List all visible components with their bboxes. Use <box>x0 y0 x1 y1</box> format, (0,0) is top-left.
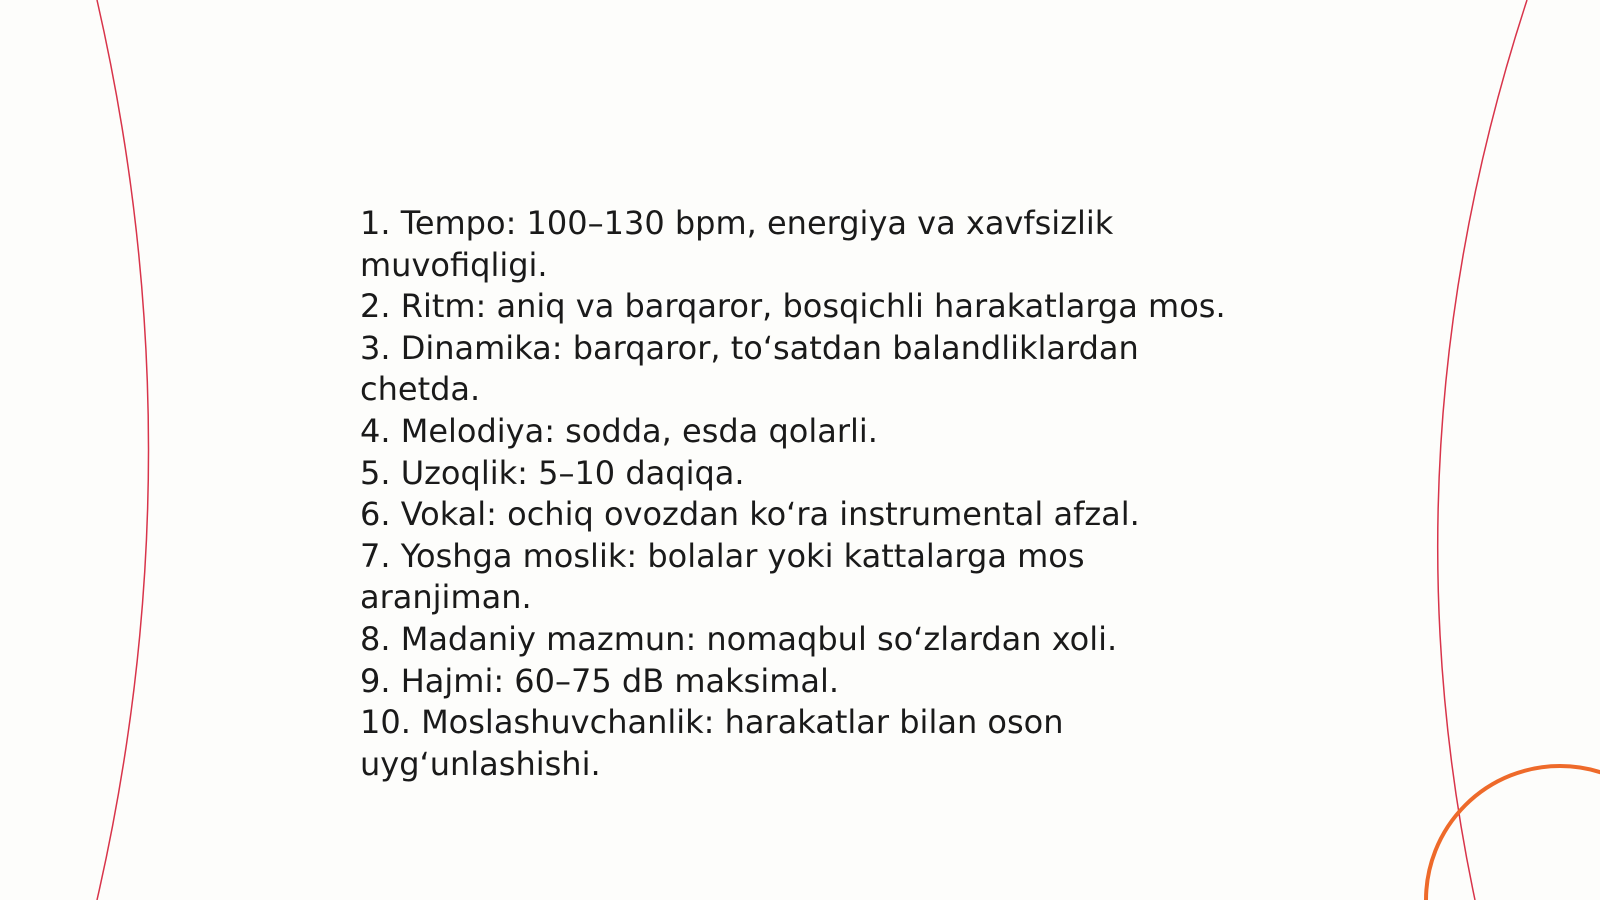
list-item-5: 5. Uzoqlik: 5–10 daqiqa. <box>360 453 745 492</box>
list-item-3: 3. Dinamika: barqaror, to‘satdan balandliklardan chetda. <box>360 328 1139 409</box>
right-arc-line <box>1438 0 1527 900</box>
list-item-8: 8. Madaniy mazmun: nomaqbul so‘zlardan xoli. <box>360 619 1118 658</box>
list-item-1: 1. Tempo: 100–130 bpm, energiya va xavfsizlik muvofiqligi. <box>360 204 1114 284</box>
list-item-6: 6. Vokal: ochiq ovozdan ko‘ra instrumental afzal. <box>360 495 1140 534</box>
list-item-10: 10. Moslashuvchanlik: harakatlar bilan oson uyg‘unlashishi. <box>360 703 1064 783</box>
list-item-2: 2. Ritm: aniq va barqaror, bosqichli harakatlarga mos. <box>360 287 1226 326</box>
list-item-9: 9. Hajmi: 60–75 dB maksimal. <box>360 661 840 700</box>
left-arc-line <box>97 0 149 900</box>
list-item-4: 4. Melodiya: sodda, esda qolarli. <box>360 411 878 450</box>
orange-circle-outline <box>1426 766 1600 900</box>
list-item-7: 7. Yoshga moslik: bolalar yoki kattalarga mos aranjiman. <box>360 536 1085 617</box>
criteria-list <box>360 203 1260 785</box>
